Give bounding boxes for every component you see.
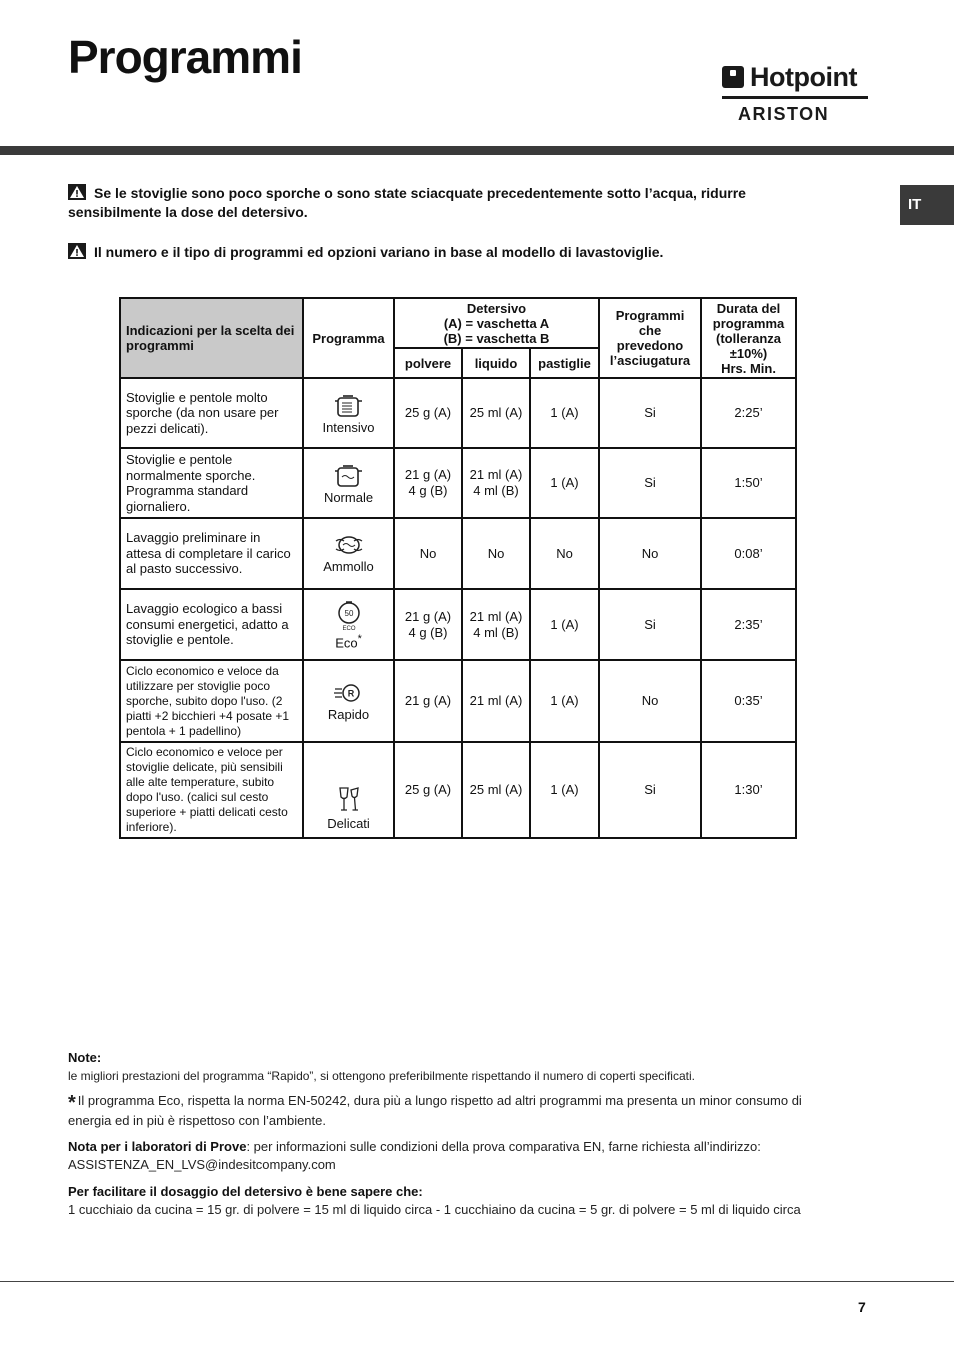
cell-polvere: 21 g (A) 4 g (B): [394, 589, 462, 660]
cell-liquido: 21 ml (A) 4 ml (B): [462, 589, 530, 660]
warning-triangle-icon: [68, 184, 86, 200]
cell-durata: 2:35’: [701, 589, 796, 660]
logo-sub: ARISTON: [738, 104, 830, 124]
cell-pastiglie: 1 (A): [530, 660, 599, 742]
cell-durata: 0:08’: [701, 518, 796, 589]
header-liquido: liquido: [462, 348, 530, 378]
cell-durata: 0:35’: [701, 660, 796, 742]
row-description: Lavaggio preliminare in attesa di completare il carico al pasto successivo.: [120, 518, 303, 589]
row-program: [303, 518, 394, 589]
eco-note: * Il programma Eco, rispetta la norma EN-50242, dura più a lungo rispetto ad altri programmi ma presenta un minor consumo di energia ed in più è rispettoso con l’ambiente.: [68, 1092, 802, 1128]
dose-title: Per facilitare il dosaggio del detersivo è bene sapere che:: [68, 1184, 423, 1199]
logo-divider: [722, 96, 868, 99]
row-description: Ciclo economico e veloce da utilizzare per stoviglie poco sporche, subito dopo l'uso. (2 piatti +2 bicchieri +4 posate +1 pentola + 1 padellino): [120, 660, 303, 742]
header-detersivo: Detersivo (A) = vaschetta A (B) = vaschetta B: [394, 298, 599, 348]
page-number: 7: [858, 1299, 866, 1315]
row-program: [303, 378, 394, 448]
row-program: [303, 589, 394, 660]
header-divider-bar: [0, 146, 954, 155]
table-row: [120, 378, 796, 448]
cell-polvere: 25 g (A): [394, 742, 462, 838]
rapid-r-icon: [334, 681, 364, 705]
header-durata: Durata del programma (tolleranza ±10%) Hrs. Min.: [701, 298, 796, 378]
row-description: Stoviglie e pentole molto sporche (da non usare per pezzi delicati).: [120, 378, 303, 448]
hotpoint-logo-mark-icon: [722, 66, 744, 88]
program-name: Intensivo: [322, 419, 375, 435]
header-polvere: polvere: [394, 348, 462, 378]
cell-polvere: No: [394, 518, 462, 589]
row-program: [303, 448, 394, 518]
cell-liquido: No: [462, 518, 530, 589]
lab-note: Nota per i laboratori di Prove: per informazioni sulle condizioni della prova comparativa EN, farne richiesta all’indirizzo:: [68, 1139, 761, 1154]
normal-pot-icon: [334, 462, 364, 488]
page-title: Programmi: [68, 31, 302, 83]
note-title: Note:: [68, 1050, 102, 1065]
table-row: [120, 448, 796, 518]
logo-brand: Hotpoint: [750, 62, 857, 92]
program-name: Eco*: [335, 632, 362, 651]
svg-text:R: R: [347, 688, 354, 698]
row-description: Lavaggio ecologico a bassi consumi energetici, adatto a stoviglie e pentole.: [120, 589, 303, 660]
language-tab: IT: [900, 185, 954, 225]
table-row: [120, 518, 796, 589]
cell-polvere: 21 g (A) 4 g (B): [394, 448, 462, 518]
cell-asciugatura: Si: [599, 448, 701, 518]
table-row: [120, 660, 796, 742]
cell-liquido: 21 ml (A) 4 ml (B): [462, 448, 530, 518]
header-programma: Programma: [303, 298, 394, 378]
table-row: [120, 589, 796, 660]
table-row: [120, 742, 796, 838]
cell-pastiglie: No: [530, 518, 599, 589]
program-name: Delicati: [327, 816, 370, 831]
cell-durata: 2:25’: [701, 378, 796, 448]
delicate-glasses-icon: [336, 786, 362, 814]
warning-text-1: Se le stoviglie sono poco sporche o sono state sciacquate precedentemente sotto l’acqua, ridurre sensibilmente la dose del detersivo.: [68, 185, 746, 220]
program-name: Rapido: [327, 706, 370, 722]
notes-section: [68, 1049, 848, 1219]
cell-asciugatura: No: [599, 660, 701, 742]
cell-durata: 1:30’: [701, 742, 796, 838]
header-hint: Indicazioni per la scelta dei programmi: [120, 298, 303, 378]
cell-pastiglie: 1 (A): [530, 378, 599, 448]
eco-50-icon: [336, 599, 362, 631]
warning-note-1: [68, 184, 788, 222]
warning-note-2: [68, 243, 788, 262]
row-description: Ciclo economico e veloce per stoviglie delicate, più sensibili alle alte temperature, subito dopo l'uso. (calici sul cesto superiore + piatti delicati cesto inferiore).: [120, 742, 303, 838]
soak-icon: [334, 533, 364, 557]
cell-durata: 1:50’: [701, 448, 796, 518]
cell-liquido: 21 ml (A): [462, 660, 530, 742]
warning-text-2: Il numero e il tipo di programmi ed opzioni variano in base al modello di lavastoviglie.: [94, 244, 664, 260]
svg-text:ECO: ECO: [341, 625, 356, 631]
svg-text:50: 50: [344, 608, 353, 618]
cell-asciugatura: No: [599, 518, 701, 589]
row-description: Stoviglie e pentole normalmente sporche. Programma standard giornaliero.: [120, 448, 303, 518]
cell-polvere: 21 g (A): [394, 660, 462, 742]
footer-divider: [0, 1281, 954, 1282]
dose-text: 1 cucchiaio da cucina = 15 gr. di polvere = 15 ml di liquido circa - 1 cucchiaino da cucina = 5 gr. di polvere = 5 ml di liquido circa: [68, 1202, 801, 1217]
hotpoint-ariston-logo: [722, 62, 868, 126]
header-pastiglie: pastiglie: [530, 348, 599, 378]
intensive-pot-icon: [334, 392, 364, 418]
cell-liquido: 25 ml (A): [462, 742, 530, 838]
programs-table: [119, 297, 797, 839]
row-program: [303, 660, 394, 742]
cell-pastiglie: 1 (A): [530, 589, 599, 660]
note-text: le migliori prestazioni del programma “Rapido”, si ottengono preferibilmente rispettando il numero di coperti specificati.: [68, 1069, 695, 1083]
cell-pastiglie: 1 (A): [530, 448, 599, 518]
cell-polvere: 25 g (A): [394, 378, 462, 448]
program-name: Normale: [323, 489, 374, 505]
cell-asciugatura: Si: [599, 742, 701, 838]
cell-pastiglie: 1 (A): [530, 742, 599, 838]
cell-asciugatura: Si: [599, 378, 701, 448]
row-program: [303, 742, 394, 838]
warning-triangle-icon: [68, 243, 86, 259]
cell-asciugatura: Si: [599, 589, 701, 660]
header-asciugatura: Programmi che prevedono l’asciugatura: [599, 298, 701, 378]
program-name: Ammollo: [323, 559, 374, 574]
lab-email: ASSISTENZA_EN_LVS@indesitcompany.com: [68, 1157, 336, 1172]
cell-liquido: 25 ml (A): [462, 378, 530, 448]
